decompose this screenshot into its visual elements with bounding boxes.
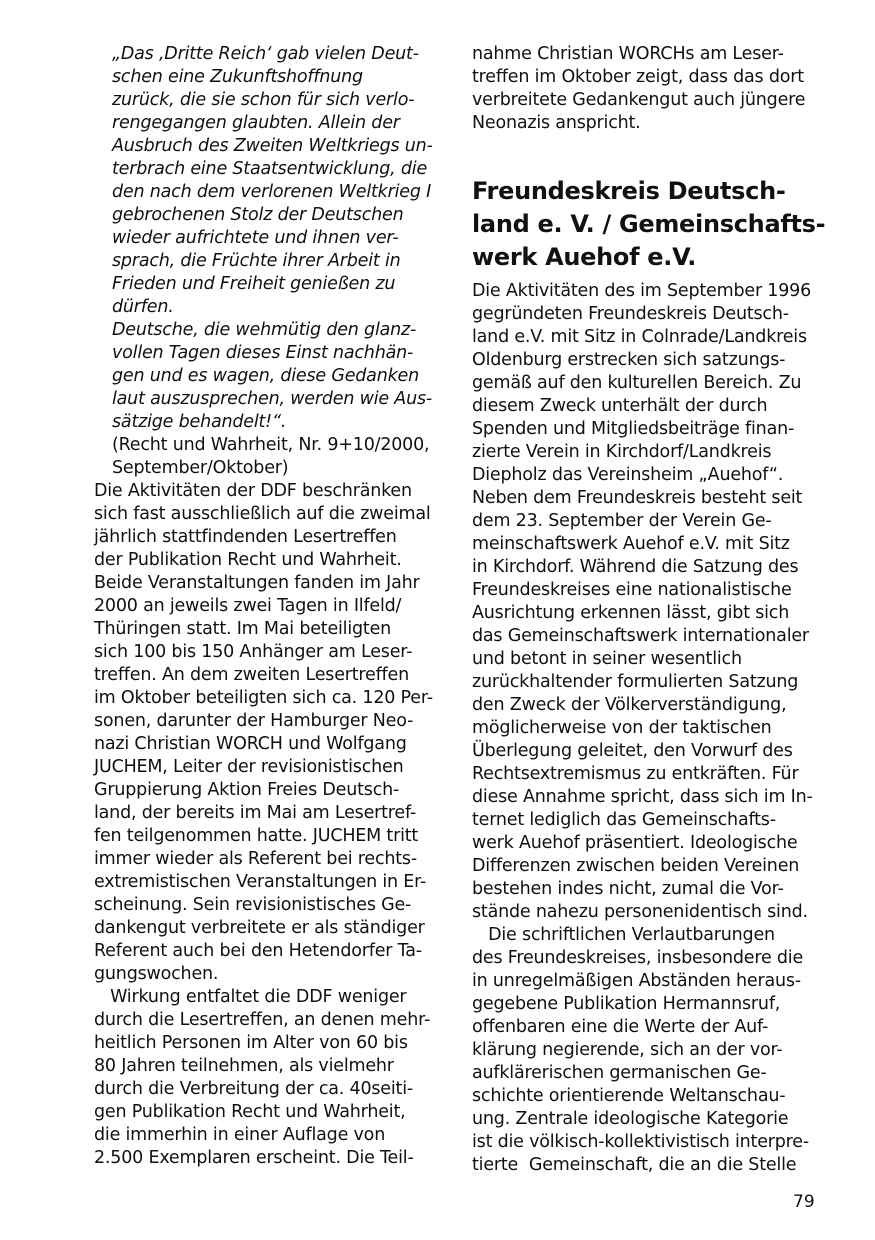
citation-line: (Recht und Wahrheit, Nr. 9+10/2000, [112, 435, 430, 455]
paragraph-line: durch die Lesertreffen, an denen mehr- [94, 1010, 431, 1030]
paragraph-line: Neben dem Freundeskreis besteht seit [472, 488, 803, 508]
paragraph-line: Gruppierung Aktion Freies Deutsch- [94, 780, 400, 800]
quote-line: sätzige behandelt!“. [112, 412, 287, 432]
quote-line: gebrochenen Stolz der Deutschen [112, 205, 404, 225]
paragraph-line: Diepholz das Vereinsheim „Auehof“. [472, 465, 784, 485]
paragraph-line: möglicherweise von der taktischen [472, 718, 772, 738]
section-heading-line: land e. V. / Gemeinschafts- [472, 210, 826, 238]
quote-line: sprach, die Früchte ihrer Arbeit in [112, 251, 401, 271]
paragraph-line: Ausrichtung erkennen lässt, gibt sich [472, 603, 790, 623]
paragraph-line: gegründeten Freundeskreis Deutsch- [472, 304, 789, 324]
paragraph-line: meinschaftswerk Auehof e.V. mit Sitz [472, 534, 790, 554]
paragraph-line: Neonazis anspricht. [472, 113, 641, 133]
paragraph-line: ung. Zentrale ideologische Kategorie [472, 1109, 789, 1129]
quote-line: wieder aufrichtete und ihnen ver- [112, 228, 399, 248]
paragraph-line: land, der bereits im Mai am Lesertref- [94, 803, 417, 823]
paragraph-line: 80 Jahren teilnehmen, als vielmehr [94, 1056, 394, 1076]
paragraph-line: 2000 an jeweils zwei Tagen in Ilfeld/ [94, 596, 402, 616]
quote-line: gen und es wagen, diese Gedanken [112, 366, 419, 386]
paragraph-line: immer wieder als Referent bei rechts- [94, 849, 417, 869]
paragraph-line: Die Aktivitäten des im September 1996 [472, 281, 812, 301]
quote-line: Frieden und Freiheit genießen zu [112, 274, 396, 294]
quote-line: rengegangen glaubten. Allein der [112, 113, 400, 133]
citation-line: September/Oktober) [112, 458, 289, 478]
paragraph-line: treffen im Oktober zeigt, dass das dort [472, 67, 804, 87]
paragraph-line: verbreitete Gedankengut auch jüngere [472, 90, 806, 110]
paragraph-line: in unregelmäßigen Abständen heraus- [472, 971, 801, 991]
paragraph-line: aufklärerischen germanischen Ge- [472, 1063, 767, 1083]
paragraph-line: durch die Verbreitung der ca. 40seiti- [94, 1079, 413, 1099]
paragraph-line: den Zweck der Völkerverständigung, [472, 695, 787, 715]
paragraph-line: klärung negierende, sich an der vor- [472, 1040, 783, 1060]
paragraph-line: nahme Christian WORCHs am Leser- [472, 44, 784, 64]
section-heading-line: werk Auehof e.V. [472, 243, 697, 271]
paragraph-line: nazi Christian WORCH und Wolfgang [94, 734, 407, 754]
paragraph-line: gen Publikation Recht und Wahrheit, [94, 1102, 406, 1122]
section-heading-line: Freundeskreis Deutsch- [472, 177, 786, 205]
paragraph-line: stände nahezu personenidentisch sind. [472, 902, 808, 922]
paragraph-line: dankengut verbreitete er als ständiger [94, 918, 425, 938]
paragraph-line: zierte Verein in Kirchdorf/Landkreis [472, 442, 772, 462]
paragraph-line: Freundeskreises eine nationalistische [472, 580, 792, 600]
quote-line: „Das ‚Dritte Reich‘ gab vielen Deut- [112, 44, 419, 64]
paragraph-line: jährlich stattfindenden Lesertreffen [94, 527, 397, 547]
paragraph-line: sich fast ausschließlich auf die zweimal [94, 504, 431, 524]
paragraph-line: extremistischen Veranstaltungen in Er- [94, 872, 427, 892]
quote-line: laut auszusprechen, werden wie Aus- [112, 389, 432, 409]
paragraph-line: heitlich Personen im Alter von 60 bis [94, 1033, 408, 1053]
paragraph-line: Überlegung geleitet, den Vorwurf des [472, 741, 793, 761]
paragraph-line: sich 100 bis 150 Anhänger am Leser- [94, 642, 413, 662]
quote-line: terbrach eine Staatsentwicklung, die [112, 159, 428, 179]
paragraph-line: die immerhin in einer Auflage von [94, 1125, 386, 1145]
paragraph-line: ist die völkisch-kollektivistisch interpre- [472, 1132, 809, 1152]
paragraph-line: werk Auehof präsentiert. Ideologische [472, 833, 798, 853]
paragraph-line: offenbaren eine die Werte der Auf- [472, 1017, 769, 1037]
page-number: 79 [793, 1192, 815, 1212]
paragraph-line: Differenzen zwischen beiden Vereinen [472, 856, 800, 876]
paragraph-line: Rechtsextremismus zu entkräften. Für [472, 764, 799, 784]
quote-line: zurück, die sie schon für sich verlo- [112, 90, 415, 110]
paragraph-line: Wirkung entfaltet die DDF weniger [94, 987, 407, 1007]
paragraph-line: sonen, darunter der Hamburger Neo- [94, 711, 414, 731]
paragraph-line: diese Annahme spricht, dass sich im In- [472, 787, 813, 807]
paragraph-line: Oldenburg erstrecken sich satzungs- [472, 350, 786, 370]
paragraph-line: gemäß auf den kulturellen Bereich. Zu [472, 373, 802, 393]
paragraph-line: scheinung. Sein revisionistisches Ge- [94, 895, 412, 915]
paragraph-line: im Oktober beteiligten sich ca. 120 Per- [94, 688, 433, 708]
paragraph-line: zurückhaltender formulierten Satzung [472, 672, 799, 692]
paragraph-line: das Gemeinschaftswerk internationaler [472, 626, 809, 646]
paragraph-line: tierte Gemeinschaft, die an die Stelle [472, 1155, 797, 1175]
paragraph-line: des Freundeskreises, insbesondere die [472, 948, 804, 968]
quote-line: dürfen. [112, 297, 174, 317]
paragraph-line: Thüringen statt. Im Mai beteiligten [94, 619, 392, 639]
paragraph-line: schichte orientierende Weltanschau- [472, 1086, 786, 1106]
paragraph-line: Die Aktivitäten der DDF beschränken [94, 481, 412, 501]
quote-line: vollen Tagen dieses Einst nachhän- [112, 343, 414, 363]
quote-line: schen eine Zukunftshoffnung [112, 67, 363, 87]
paragraph-line: fen teilgenommen hatte. JUCHEM tritt [94, 826, 419, 846]
paragraph-line: Spenden und Mitgliedsbeiträge finan- [472, 419, 795, 439]
paragraph-line: treffen. An dem zweiten Lesertreffen [94, 665, 409, 685]
paragraph-line: Referent auch bei den Hetendorfer Ta- [94, 941, 422, 961]
paragraph-line: gegebene Publikation Hermannsruf, [472, 994, 781, 1014]
paragraph-line: dem 23. September der Verein Ge- [472, 511, 772, 531]
quote-line: Deutsche, die wehmütig den glanz- [112, 320, 417, 340]
paragraph-line: und betont in seiner wesentlich [472, 649, 742, 669]
paragraph-line: in Kirchdorf. Während die Satzung des [472, 557, 799, 577]
paragraph-line: bestehen indes nicht, zumal die Vor- [472, 879, 784, 899]
paragraph-line: Die schriftlichen Verlautbarungen [472, 925, 775, 945]
paragraph-line: land e.V. mit Sitz in Colnrade/Landkreis [472, 327, 807, 347]
paragraph-line: ternet lediglich das Gemeinschafts- [472, 810, 776, 830]
paragraph-line: der Publikation Recht und Wahrheit. [94, 550, 402, 570]
paragraph-line: diesem Zweck unterhält der durch [472, 396, 768, 416]
quote-line: Ausbruch des Zweiten Weltkriegs un- [112, 136, 433, 156]
paragraph-line: JUCHEM, Leiter der revisionistischen [94, 757, 404, 777]
paragraph-line: Beide Veranstaltungen fanden im Jahr [94, 573, 420, 593]
paragraph-line: 2.500 Exemplaren erscheint. Die Teil- [94, 1148, 414, 1168]
quote-line: den nach dem verlorenen Weltkrieg I [112, 182, 432, 202]
paragraph-line: gungswochen. [94, 964, 219, 984]
